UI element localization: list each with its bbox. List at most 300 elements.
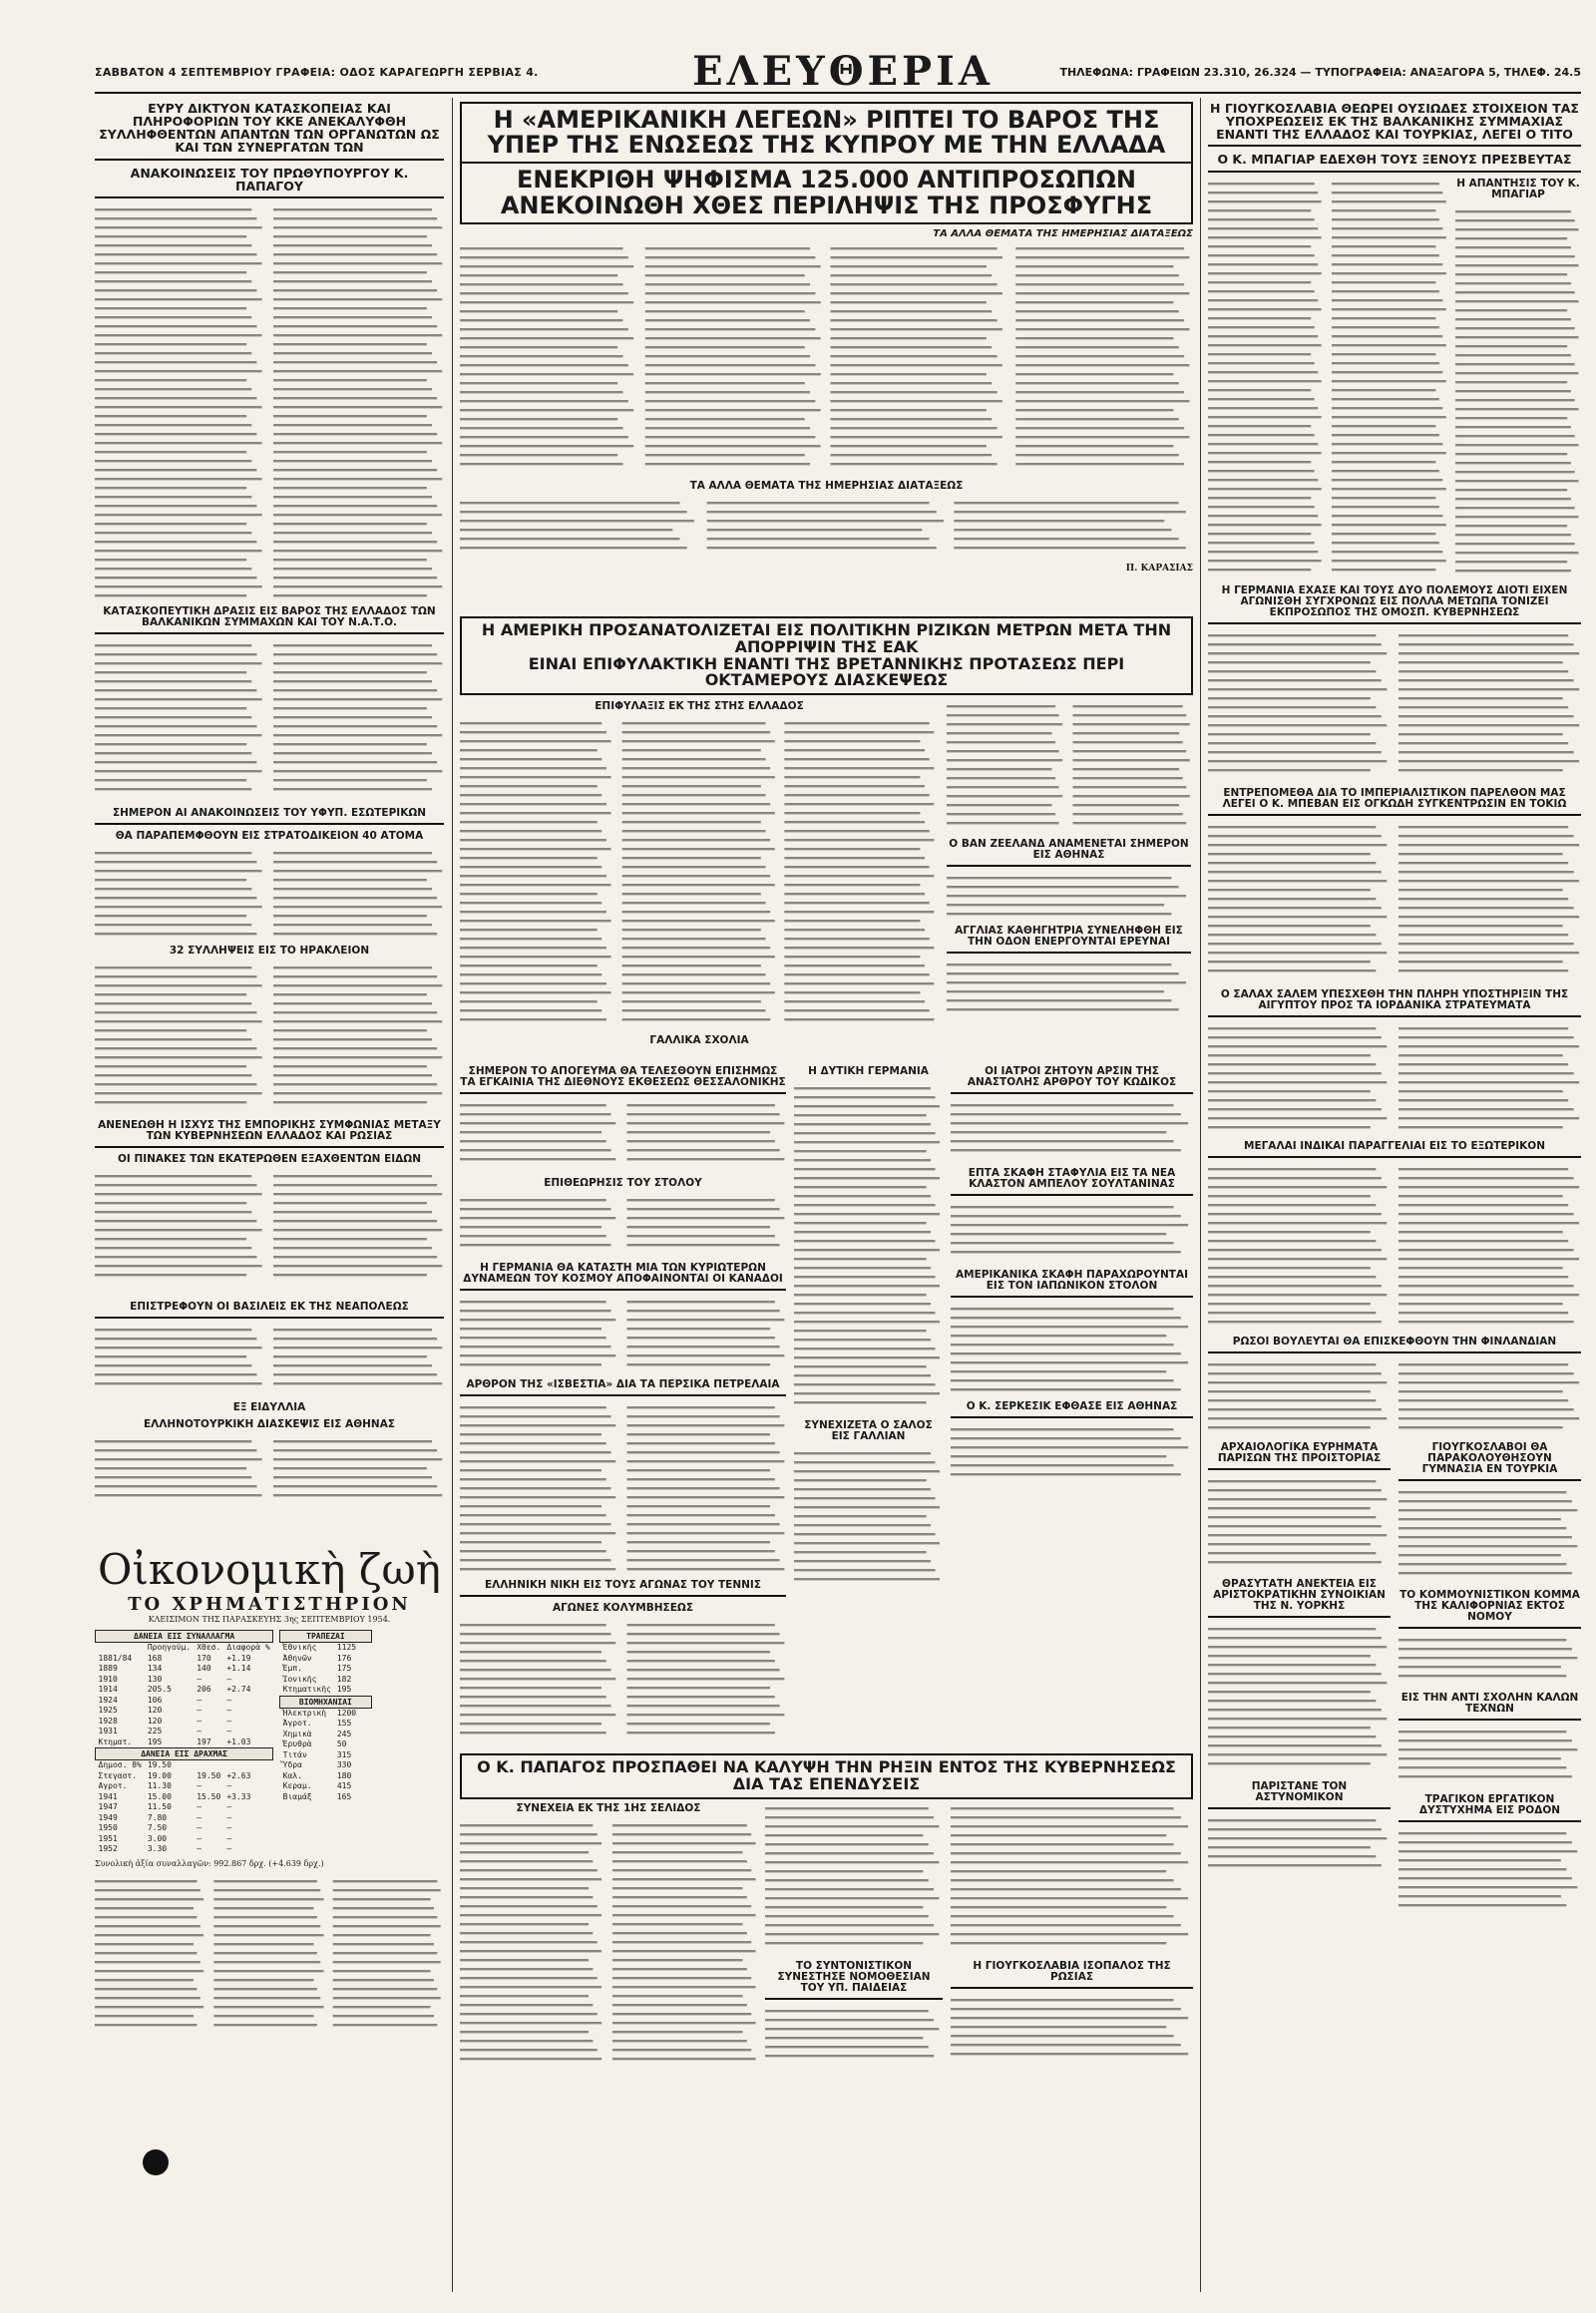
text-line bbox=[460, 1723, 601, 1725]
text-line bbox=[612, 1905, 751, 1907]
grapes-body bbox=[951, 1202, 1193, 1262]
text-line bbox=[1398, 1766, 1566, 1768]
text-line bbox=[1455, 300, 1578, 302]
text-line bbox=[95, 217, 256, 219]
text-line bbox=[460, 1550, 606, 1552]
text-line bbox=[1208, 227, 1318, 229]
text-line bbox=[765, 2055, 934, 2057]
headline-trade-agreement: ΑΝΕΝΕΩΘΗ Η ΙΣΧΥΣ ΤΗΣ ΕΜΠΟΡΙΚΗΣ ΣΥΜΦΩΝΙΑΣ ΜΕΤΑΞΥ ΤΩΝ ΚΥΒΕΡΝΗΣΕΩΝ ΕΛΛΑΔΟΣ ΚΑΙ ΡΩΣΙΑΣ bbox=[95, 1120, 444, 1148]
table-cell: Ἐμπ. bbox=[282, 1664, 302, 1673]
text-line bbox=[333, 1952, 438, 1954]
banks-header: ΤΡΑΠΕΖΑΙ bbox=[280, 1631, 371, 1643]
text-line bbox=[1208, 1399, 1376, 1401]
text-texture bbox=[794, 1083, 943, 1412]
text-line bbox=[951, 1140, 1174, 1142]
text-texture bbox=[765, 1803, 943, 1953]
text-line bbox=[1015, 328, 1189, 330]
text-line bbox=[273, 1274, 427, 1276]
text-line bbox=[460, 409, 633, 411]
text-line bbox=[273, 680, 432, 682]
text-line bbox=[765, 1834, 923, 1836]
text-line bbox=[1332, 317, 1435, 319]
west-germany-body bbox=[794, 1083, 943, 1412]
text-line bbox=[1332, 308, 1446, 310]
text-line bbox=[1208, 461, 1311, 463]
text-line bbox=[1332, 542, 1439, 544]
text-line bbox=[1208, 506, 1315, 508]
text-line bbox=[831, 382, 993, 384]
text-line bbox=[794, 1533, 936, 1535]
text-line bbox=[831, 400, 1002, 402]
table-cell bbox=[365, 1685, 371, 1696]
text-line bbox=[627, 1723, 771, 1725]
table-cell: 7.80 bbox=[147, 1812, 168, 1822]
text-line bbox=[460, 938, 601, 940]
text-line bbox=[213, 2024, 317, 2026]
headline-thessaloniki-fair: ΣΗΜΕΡΟΝ ΤΟ ΑΠΟΓΕΥΜΑ ΘΑ ΤΕΛΕΣΘΟΥΝ ΕΠΙΣΗΜΩΣ ΤΑ ΕΓΚΑΙΝΙΑ ΤΗΣ ΔΙΕΘΝΟΥΣ ΕΚΘΕΣΕΩΣ ΘΕΣΣΑΛΟΝΙΚΗΣ bbox=[460, 1066, 786, 1094]
text-line bbox=[1208, 1099, 1376, 1101]
text-line bbox=[95, 262, 262, 264]
text-line bbox=[1455, 318, 1571, 320]
text-line bbox=[95, 568, 251, 570]
text-texture bbox=[951, 1100, 1193, 1160]
text-line bbox=[460, 803, 606, 805]
text-line bbox=[645, 355, 810, 357]
newspaper-page bbox=[95, 50, 1581, 2294]
text-line bbox=[612, 1941, 751, 1943]
text-line bbox=[333, 1925, 441, 1927]
text-line bbox=[460, 1354, 615, 1356]
text-line bbox=[95, 594, 246, 596]
text-line bbox=[95, 1961, 200, 1963]
text-line bbox=[1073, 813, 1183, 815]
text-line bbox=[273, 514, 442, 516]
text-line bbox=[273, 352, 432, 354]
text-line bbox=[951, 1149, 1181, 1151]
loans-rows bbox=[96, 1654, 273, 1748]
text-line bbox=[622, 776, 775, 778]
text-line bbox=[1208, 916, 1387, 918]
text-line bbox=[1208, 1321, 1382, 1323]
table-cell: 1881/84 bbox=[98, 1653, 133, 1663]
table-cell: 225 bbox=[147, 1727, 163, 1735]
table-cell: 1925 bbox=[98, 1706, 118, 1715]
headline-espionage: ΚΑΤΑΣΚΟΠΕΥΤΙΚΗ ΔΡΑΣΙΣ ΕΙΣ ΒΑΡΟΣ ΤΗΣ ΕΛΛΑΔΟΣ ΤΩΝ ΒΑΛΚΑΝΙΚΩΝ ΣΥΜΜΑΧΩΝ ΚΑΙ ΤΟΥ Ν.Α.Τ.Ο. bbox=[95, 606, 444, 634]
text-line bbox=[1208, 1027, 1376, 1029]
text-line bbox=[213, 1898, 323, 1900]
text-texture bbox=[1208, 1359, 1581, 1434]
us-ships-body bbox=[951, 1304, 1193, 1393]
lead-signature: Π. ΚΑΡΑΣΙΑΣ bbox=[1125, 563, 1193, 574]
text-line bbox=[1398, 1381, 1579, 1383]
text-line bbox=[1332, 479, 1442, 481]
text-line bbox=[1398, 1285, 1574, 1287]
text-line bbox=[460, 794, 601, 796]
papagos-row bbox=[460, 1803, 1193, 2078]
text-line bbox=[951, 1344, 1174, 1346]
text-line bbox=[765, 1933, 939, 1935]
text-line bbox=[273, 568, 432, 570]
text-line bbox=[622, 991, 775, 993]
text-line bbox=[627, 1301, 775, 1303]
text-line bbox=[460, 947, 606, 949]
text-line bbox=[213, 1970, 323, 1972]
text-line bbox=[460, 1995, 589, 1997]
text-line bbox=[1208, 533, 1311, 535]
text-line bbox=[1455, 507, 1575, 509]
text-line bbox=[784, 1000, 925, 1002]
text-line bbox=[1015, 355, 1184, 357]
text-line bbox=[1398, 697, 1563, 699]
text-line bbox=[1455, 246, 1571, 248]
text-line bbox=[1332, 398, 1439, 400]
text-line bbox=[1208, 515, 1318, 517]
text-line bbox=[1332, 506, 1439, 508]
text-texture bbox=[1208, 1815, 1391, 1875]
text-line bbox=[1398, 925, 1563, 927]
text-line bbox=[1208, 1372, 1382, 1374]
table-cell: — bbox=[226, 1781, 232, 1790]
text-line bbox=[460, 463, 623, 465]
text-line bbox=[273, 779, 427, 781]
text-line bbox=[1332, 524, 1446, 526]
text-line bbox=[273, 743, 427, 745]
stock-totals-value: 992.867 δρχ. (+4.639 δρχ.) bbox=[213, 1858, 324, 1868]
text-line bbox=[831, 445, 987, 447]
text-line bbox=[784, 848, 920, 850]
text-line bbox=[951, 1933, 1188, 1935]
text-line bbox=[460, 1469, 601, 1471]
text-line bbox=[627, 1337, 775, 1339]
table-cell: 1952 bbox=[98, 1844, 118, 1853]
text-line bbox=[794, 1452, 931, 1454]
text-line bbox=[831, 391, 998, 393]
text-line bbox=[1332, 560, 1446, 562]
lead-subheadline-box bbox=[460, 164, 1193, 223]
text-line bbox=[1208, 1249, 1382, 1251]
table-row bbox=[280, 1781, 371, 1792]
text-line bbox=[794, 1488, 931, 1490]
text-line bbox=[460, 991, 611, 993]
text-line bbox=[1398, 1841, 1572, 1843]
text-line bbox=[1208, 952, 1387, 954]
text-line bbox=[1208, 407, 1318, 409]
text-line bbox=[951, 1388, 1181, 1390]
text-line bbox=[951, 1428, 1174, 1430]
table-cell: 19.00 bbox=[147, 1770, 172, 1780]
table-row bbox=[280, 1719, 371, 1730]
headline-serkesik: Ο Κ. ΣΕΡΚΕΣΙΚ ΕΦΘΑΣΕ ΕΙΣ ΑΘΗΝΑΣ bbox=[951, 1401, 1193, 1418]
text-line bbox=[1398, 1408, 1574, 1410]
table-cell: 120 bbox=[147, 1706, 163, 1715]
text-line bbox=[460, 355, 623, 357]
text-line bbox=[95, 334, 262, 336]
text-line bbox=[213, 1961, 320, 1963]
text-line bbox=[273, 888, 432, 890]
text-line bbox=[1332, 183, 1439, 185]
text-line bbox=[1208, 371, 1318, 373]
text-line bbox=[273, 1440, 432, 1442]
table-cell: — bbox=[197, 1674, 202, 1684]
text-line bbox=[273, 1220, 437, 1222]
rhodes-body bbox=[1398, 1828, 1581, 1908]
table-cell: 1889 bbox=[98, 1664, 118, 1673]
text-line bbox=[1208, 1837, 1387, 1839]
table-cell: +2.63 bbox=[226, 1770, 251, 1780]
article-arrests-body bbox=[95, 963, 444, 1112]
text-line bbox=[460, 1833, 598, 1835]
text-line bbox=[1208, 1480, 1376, 1482]
headline-germany-two-wars: Η ΓΕΡΜΑΝΙΑ ΕΧΑΣΕ ΚΑΙ ΤΟΥΣ ΔΥΟ ΠΟΛΕΜΟΥΣ ΔΙΟΤΙ ΕΙΧΕΝ ΑΓΩΝΙΣΘΗ ΣΥΓΧΡΟΝΩΣ ΕΙΣ ΠΟΛΛΑ ΜΕΤΩΠΑ ΤΟΝΙΖΕΙ ΕΚΠΡΟΣΩΠΟΣ ΤΗΣ ΟΜΟΣΠ. ΚΥΒΕΡΝΗΣΕΩΣ bbox=[1208, 585, 1581, 624]
text-line bbox=[1015, 337, 1173, 339]
text-line bbox=[460, 982, 606, 984]
text-line bbox=[951, 1317, 1181, 1319]
text-line bbox=[1398, 724, 1579, 726]
text-line bbox=[273, 343, 427, 345]
text-line bbox=[627, 1660, 775, 1662]
text-line bbox=[1208, 1108, 1382, 1110]
text-line bbox=[1208, 907, 1382, 909]
col-yesterday: Χθεσ. bbox=[197, 1643, 221, 1652]
text-line bbox=[1398, 1186, 1579, 1188]
text-line bbox=[1208, 1303, 1371, 1305]
text-line bbox=[460, 830, 601, 832]
text-line bbox=[794, 1168, 936, 1170]
text-line bbox=[95, 1916, 197, 1918]
usa-eac-article bbox=[460, 701, 939, 1066]
text-line bbox=[947, 1008, 1179, 1010]
text-line bbox=[622, 839, 770, 841]
text-line bbox=[627, 1415, 780, 1417]
text-texture bbox=[1398, 1828, 1581, 1908]
text-line bbox=[95, 505, 256, 507]
text-line bbox=[1398, 1363, 1568, 1365]
text-line bbox=[627, 1541, 771, 1543]
text-line bbox=[273, 289, 437, 291]
text-line bbox=[273, 478, 442, 480]
text-line bbox=[622, 1000, 761, 1002]
text-line bbox=[1455, 381, 1567, 383]
text-line bbox=[95, 1338, 256, 1340]
table-cell: 1928 bbox=[98, 1716, 118, 1726]
text-line bbox=[1208, 497, 1311, 499]
table-cell bbox=[194, 1760, 223, 1771]
text-line bbox=[1332, 569, 1435, 571]
text-line bbox=[707, 547, 937, 549]
text-line bbox=[627, 1424, 785, 1426]
table-cell: 182 bbox=[336, 1674, 352, 1684]
text-line bbox=[645, 454, 805, 456]
text-line bbox=[1398, 1222, 1579, 1224]
text-line bbox=[460, 1442, 606, 1444]
text-line bbox=[831, 292, 1002, 294]
text-line bbox=[951, 1924, 1181, 1926]
text-line bbox=[1208, 643, 1382, 645]
text-line bbox=[951, 1215, 1181, 1217]
text-line bbox=[794, 1312, 936, 1314]
text-line bbox=[1332, 533, 1435, 535]
table-cell: Ἠλεκτρικὴ bbox=[282, 1708, 327, 1718]
text-line bbox=[95, 1056, 262, 1058]
table-cell: 134 bbox=[147, 1664, 163, 1673]
text-line bbox=[954, 529, 1171, 531]
text-line bbox=[95, 698, 262, 700]
text-line bbox=[951, 1906, 1166, 1908]
text-line bbox=[213, 1907, 313, 1909]
table-cell: — bbox=[226, 1706, 232, 1715]
text-line bbox=[95, 1347, 262, 1349]
headline-grapes: ΕΠΤΑ ΣΚΑΦΗ ΣΤΑΦΥΛΙΑ ΕΙΣ ΤΑ ΝΕΑ ΚΛΑΣΤΟΝ ΑΜΠΕΛΟΥ ΣΟΥΛΤΑΝΙΝΑΣ bbox=[951, 1168, 1193, 1196]
text-line bbox=[1398, 1748, 1577, 1750]
text-line bbox=[460, 538, 679, 540]
text-line bbox=[951, 1242, 1174, 1244]
text-line bbox=[1332, 281, 1435, 283]
text-line bbox=[273, 361, 437, 363]
text-line bbox=[273, 1020, 442, 1022]
text-line bbox=[784, 803, 934, 805]
lead-subheadline-line1: ΕΝΕΚΡΙΘΗ ΨΗΦΙΣΜΑ 125.000 ΑΝΤΙΠΡΟΣΩΠΩΝ bbox=[517, 166, 1136, 194]
text-line bbox=[460, 1000, 598, 1002]
text-line bbox=[765, 1924, 934, 1926]
text-line bbox=[95, 1329, 251, 1331]
text-line bbox=[1208, 290, 1315, 292]
text-line bbox=[460, 529, 672, 531]
text-line bbox=[1208, 263, 1318, 265]
text-line bbox=[954, 511, 1185, 513]
robbery-body bbox=[1208, 1624, 1391, 1773]
text-line bbox=[460, 511, 687, 513]
text-line bbox=[1208, 1195, 1371, 1197]
text-line bbox=[1455, 291, 1575, 293]
text-line bbox=[794, 1114, 927, 1116]
text-line bbox=[95, 1038, 251, 1040]
text-line bbox=[612, 2013, 751, 2015]
text-line bbox=[622, 857, 761, 859]
text-line bbox=[622, 884, 775, 886]
text-line bbox=[273, 550, 442, 552]
text-line bbox=[460, 1406, 606, 1408]
table-cell: — bbox=[226, 1695, 232, 1705]
text-line bbox=[273, 298, 442, 300]
headline-california-communists: ΤΟ ΚΟΜΜΟΥΝΙΣΤΙΚΟΝ ΚΟΜΜΑ ΤΗΣ ΚΑΛΙΦΟΡΝΙΑΣ ΕΚΤΟΣ ΝΟΜΟΥ bbox=[1398, 1590, 1581, 1629]
text-texture bbox=[460, 1053, 939, 1059]
text-line bbox=[951, 1352, 1181, 1354]
text-line bbox=[460, 920, 611, 922]
text-line bbox=[1015, 463, 1184, 465]
text-line bbox=[794, 1374, 931, 1376]
text-line bbox=[1332, 380, 1446, 382]
text-line bbox=[1208, 688, 1387, 690]
text-line bbox=[645, 418, 805, 420]
text-line bbox=[1332, 362, 1439, 364]
table-cell: Βιαμάξ bbox=[282, 1791, 312, 1801]
text-texture bbox=[95, 1171, 444, 1281]
text-line bbox=[213, 1943, 313, 1945]
text-line bbox=[784, 929, 925, 931]
france-turmoil-body bbox=[794, 1448, 943, 1588]
text-line bbox=[460, 1851, 589, 1853]
text-line bbox=[1332, 263, 1442, 265]
table-cell: 330 bbox=[336, 1760, 352, 1769]
text-line bbox=[645, 382, 805, 384]
text-line bbox=[784, 866, 929, 868]
text-line bbox=[1073, 714, 1187, 716]
text-line bbox=[947, 904, 1164, 906]
text-line bbox=[784, 964, 925, 966]
text-line bbox=[1398, 679, 1574, 681]
text-line bbox=[1208, 416, 1322, 418]
table-cell: Ἐρυθρὰ bbox=[282, 1739, 312, 1748]
text-line bbox=[460, 812, 611, 814]
text-line bbox=[1398, 1536, 1572, 1538]
indian-orders-body bbox=[1208, 1164, 1581, 1329]
text-line bbox=[951, 1888, 1181, 1890]
text-line bbox=[273, 1364, 432, 1366]
text-line bbox=[612, 1887, 743, 1889]
coordination-article bbox=[765, 1803, 943, 2078]
text-line bbox=[612, 1950, 756, 1952]
text-line bbox=[1398, 862, 1568, 864]
text-line bbox=[1208, 1417, 1387, 1419]
text-line bbox=[460, 1559, 611, 1561]
text-line bbox=[95, 975, 256, 977]
text-line bbox=[1208, 1735, 1376, 1737]
headline-doctors: ΟΙ ΙΑΤΡΟΙ ΖΗΤΟΥΝ ΑΡΣΙΝ ΤΗΣ ΑΝΑΣΤΟΛΗΣ ΑΡΘΡΟΥ ΤΟΥ ΚΩΔΙΚΟΣ bbox=[951, 1066, 1193, 1094]
text-line bbox=[460, 373, 633, 375]
text-line bbox=[1332, 434, 1439, 436]
side-news-body bbox=[947, 701, 1191, 831]
text-line bbox=[784, 884, 920, 886]
text-line bbox=[947, 705, 1055, 707]
text-line bbox=[273, 1065, 427, 1067]
text-line bbox=[794, 1330, 927, 1332]
text-line bbox=[273, 725, 437, 727]
text-line bbox=[1208, 200, 1322, 202]
text-line bbox=[460, 1451, 611, 1453]
text-line bbox=[622, 749, 761, 751]
table-cell: Κτηματ. bbox=[98, 1736, 133, 1746]
text-line bbox=[273, 852, 432, 854]
text-line bbox=[273, 1083, 437, 1085]
text-line bbox=[627, 1131, 771, 1133]
text-line bbox=[1455, 210, 1571, 212]
text-line bbox=[622, 929, 761, 931]
text-line bbox=[645, 373, 821, 375]
text-line bbox=[460, 319, 623, 321]
text-line bbox=[622, 1018, 770, 1020]
text-line bbox=[1332, 227, 1442, 229]
text-line bbox=[1398, 1258, 1579, 1260]
papagos-headline: Ο Κ. ΠΑΠΑΓΟΣ ΠΡΟΣΠΑΘΕΙ ΝΑ ΚΑΛΥΨΗ ΤΗΝ ΡΗΞΙΝ ΕΝΤΟΣ ΤΗΣ ΚΥΒΕΡΝΗΣΕΩΣ ΔΙΑ ΤΑΣ ΕΠΕΝΔΥΣΕΙΣ bbox=[477, 1757, 1176, 1794]
text-line bbox=[213, 1916, 317, 1918]
table-cell: Ἀθηνῶν bbox=[282, 1653, 312, 1663]
tito-row bbox=[1208, 179, 1581, 585]
text-texture bbox=[1208, 179, 1447, 578]
text-line bbox=[947, 999, 1171, 1001]
text-line bbox=[460, 547, 687, 549]
text-line bbox=[460, 2058, 601, 2060]
table-cell: 1914 bbox=[98, 1685, 118, 1694]
table-cell: 3.00 bbox=[147, 1833, 168, 1843]
text-line bbox=[1208, 1294, 1387, 1296]
text-line bbox=[95, 208, 251, 210]
text-line bbox=[1015, 319, 1184, 321]
text-line bbox=[95, 1970, 203, 1972]
text-texture bbox=[95, 204, 444, 598]
text-line bbox=[333, 1880, 438, 1882]
table-row bbox=[280, 1675, 371, 1686]
table-cell: Κεραμ. bbox=[282, 1781, 312, 1790]
